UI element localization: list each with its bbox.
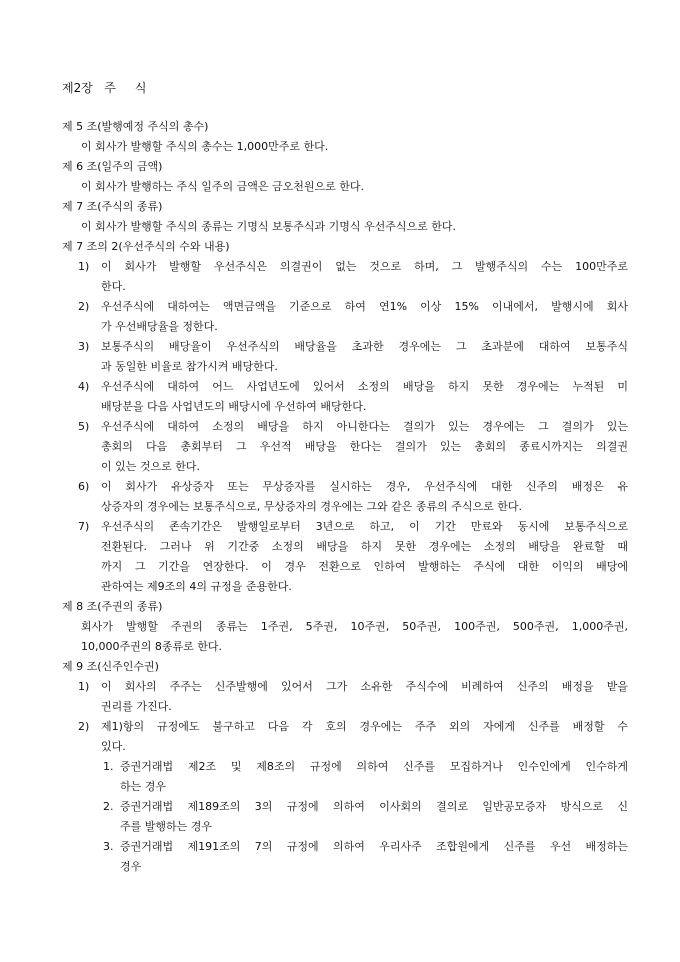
article-body-line: 회사가 발행할 주권의 종류는 1주권, 5주권, 10주권, 50주권, 100주권, 500주권, 1,000주권, [81,620,628,633]
article-body: 이 회사가 발행하는 주식 일주의 금액은 금오천원으로 한다. [81,180,364,193]
item-line: 관하여는 제9조의 4의 규정을 준용한다. [101,580,292,593]
sub-item-line: 하는 경우 [120,780,167,793]
article [62,657,628,877]
list-item [62,677,628,717]
item-number: 7) [78,520,90,533]
list-item [62,477,628,517]
item-line: 상증자의 경우에는 보통주식으로, 무상증자의 경우에는 그와 같은 종류의 주식으로 한다. [101,500,522,513]
list-item [62,337,628,377]
article-title: 제 9 조(신주인수권) [62,660,159,673]
list-item [62,297,628,337]
item-line: 배당분을 다음 사업년도의 배당시에 우선하여 배당한다. [101,400,367,413]
list-item [62,717,628,757]
article-body: 이 회사가 발행할 주식의 종류는 기명식 보통주식과 기명식 우선주식으로 한다. [81,220,456,233]
item-number: 6) [78,480,90,493]
item-number: 2) [78,300,90,313]
list-item [62,517,628,597]
item-number: 4) [78,380,90,393]
item-line: 이 회사의 주주는 신주발행에 있어서 그가 소유한 주식수에 비례하여 신주의 배정을 받을 [101,680,628,693]
item-line: 가 우선배당율을 정한다. [101,320,218,333]
article-title: 제 6 조(일주의 금액) [62,160,163,173]
item-line: 까지 그 기간을 연장한다. 이 경우 전환으로 인하여 발행하는 주식에 대한 이익의 배당에 [101,560,628,573]
sub-item-line: 증권거래법 제2조 및 제8조의 규정에 의하여 신주를 모집하거나 인수인에게 인수하게 [120,760,628,773]
item-number: 3) [78,340,90,353]
sub-item-line: 경우 [120,860,142,873]
item-line: 우선주식에 대하여 어느 사업년도에 있어서 소정의 배당을 하지 못한 경우에는 누적된 미 [101,380,628,393]
item-line: 제1)항의 규정에도 불구하고 다음 각 호의 경우에는 주주 외의 자에게 신주를 배정할 수 [101,720,628,733]
sub-item [62,797,628,837]
sub-item-line: 주를 발행하는 경우 [120,820,213,833]
article [62,117,628,157]
item-line: 권리를 가진다. [101,700,172,713]
item-line: 이 회사가 유상증자 또는 무상증자를 실시하는 경우, 우선주식에 대한 신주의 배정은 유 [101,480,628,493]
article [62,597,628,657]
item-line: 있다. [101,740,126,753]
article [62,197,628,237]
chapter-title: 제2장 주 식 [62,81,147,95]
item-line: 보통주식의 배당율이 우선주식의 배당율을 초과한 경우에는 그 초과분에 대하여 보통주식 [101,340,628,353]
item-number: 1) [78,680,90,693]
item-number: 2) [78,720,90,733]
item-line: 이 있는 것으로 한다. [101,460,200,473]
item-line: 총회의 다음 총회부터 그 우선적 배당을 한다는 결의가 있는 총회의 종료시까지는 의결권 [101,440,628,453]
article-title: 제 5 조(발행예정 주식의 총수) [62,120,209,133]
sub-item-line: 증권거래법 제189조의 3의 규정에 의하여 이사회의 결의로 일반공모증자 방식으로 신 [120,800,628,813]
item-line: 우선주식에 대하여는 액면금액을 기준으로 하여 연1% 이상 15% 이내에서, 발행시에 회사 [101,300,628,313]
item-line: 한다. [101,280,126,293]
list-item [62,257,628,297]
item-line: 과 동일한 비율로 참가시켜 배당한다. [101,360,278,373]
article-title: 제 8 조(주권의 종류) [62,600,163,613]
item-number: 1) [78,260,90,273]
article [62,237,628,597]
sub-item-line: 증권거래법 제191조의 7의 규정에 의하여 우리사주 조합원에게 신주를 우선 배정하는 [120,840,628,853]
article-title: 제 7 조의 2(우선주식의 수와 내용) [62,240,230,253]
article-body-line: 10,000주권의 8종류로 한다. [81,640,222,653]
item-line: 전환된다. 그러나 위 기간중 소정의 배당을 하지 못한 경우에는 소정의 배당을 완료할 때 [101,540,628,553]
article-body: 이 회사가 발행할 주식의 총수는 1,000만주로 한다. [81,140,329,153]
item-line: 우선주식의 존속기간은 발행일로부터 3년으로 하고, 이 기간 만료와 동시에 보통주식으로 [101,520,628,533]
item-line: 이 회사가 발행할 우선주식은 의결권이 없는 것으로 하며, 그 발행주식의 수는 100만주로 [101,260,628,273]
list-item [62,417,628,477]
item-number: 5) [78,420,90,433]
list-item [62,377,628,417]
article [62,157,628,197]
sub-item [62,757,628,797]
sub-item-number: 2. [103,800,114,813]
sub-item [62,837,628,877]
article-title: 제 7 조(주식의 종류) [62,200,163,213]
item-line: 우선주식에 대하여 소정의 배당을 하지 아니한다는 결의가 있는 경우에는 그 결의가 있는 [101,420,628,433]
sub-item-number: 1. [103,760,114,773]
articles-section [62,117,628,877]
sub-item-number: 3. [103,840,114,853]
